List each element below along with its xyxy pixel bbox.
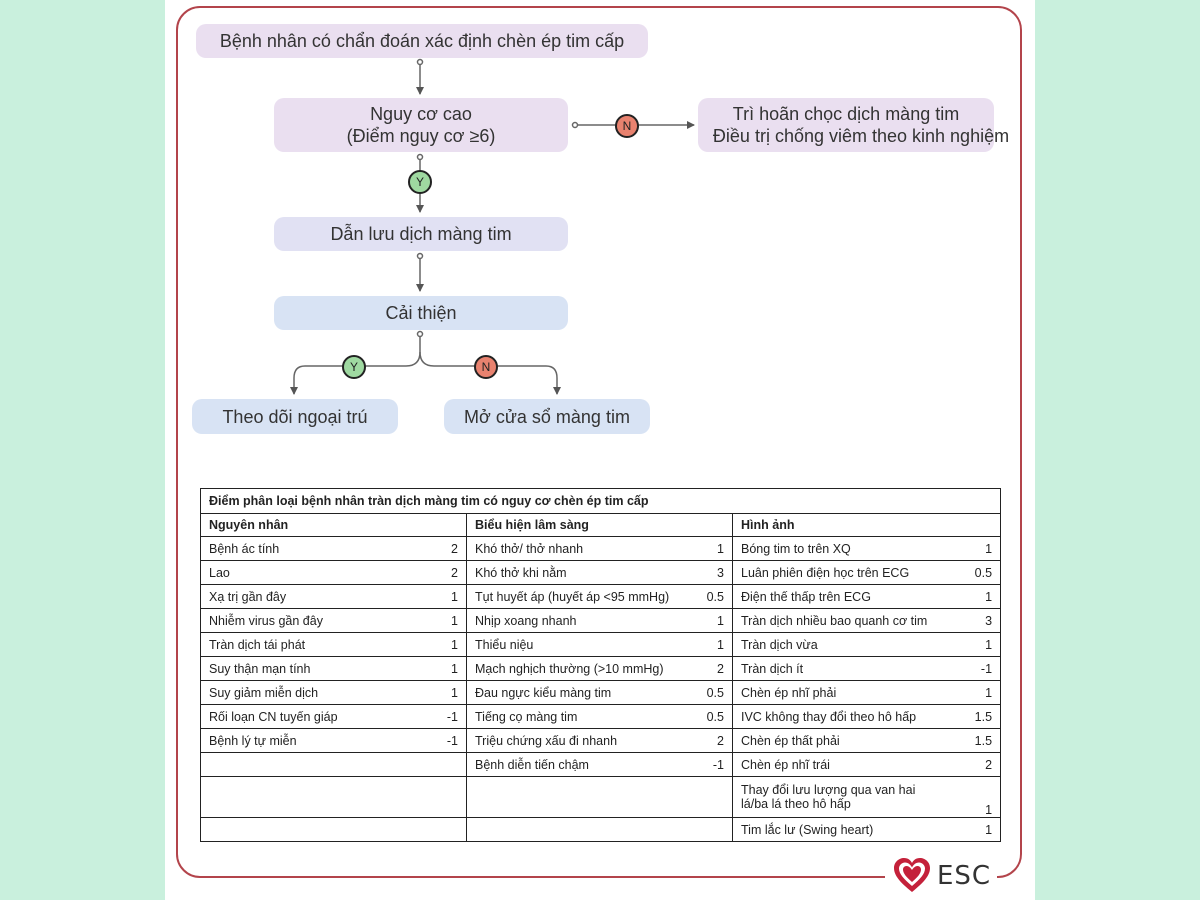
cause-score: 1: [425, 585, 467, 609]
clinical-label: Triệu chứng xấu đi nhanh: [467, 729, 691, 753]
imaging-score: 2: [951, 753, 1001, 777]
no-badge-window: N: [474, 355, 498, 379]
cause-label: Tràn dịch tái phát: [201, 633, 425, 657]
yes-badge-drain: Y: [408, 170, 432, 194]
cause-score: 1: [425, 681, 467, 705]
clinical-label: Tụt huyết áp (huyết áp <95 mmHg): [467, 585, 691, 609]
imaging-score: 1.5: [951, 705, 1001, 729]
high-risk-line2: (Điểm nguy cơ ≥6): [346, 126, 496, 146]
outpatient-node: Theo dõi ngoại trú: [192, 399, 398, 434]
imaging-label: Thay đổi lưu lượng qua van hai lá/ba lá theo hô hấp: [733, 777, 951, 818]
cause-label: [201, 818, 425, 842]
table-row: [201, 681, 1001, 705]
imaging-label: Tràn dịch nhiều bao quanh cơ tim: [733, 609, 951, 633]
imaging-label: Tràn dịch ít: [733, 657, 951, 681]
imaging-score: -1: [951, 657, 1001, 681]
imaging-label: Chèn ép nhĩ trái: [733, 753, 951, 777]
clinical-label: Tiếng cọ màng tim: [467, 705, 691, 729]
imaging-label: Chèn ép nhĩ phải: [733, 681, 951, 705]
cause-score: [425, 753, 467, 777]
cause-score: 2: [425, 561, 467, 585]
pericardial-window-node: Mở cửa sổ màng tim: [444, 399, 650, 434]
imaging-label: Chèn ép thất phải: [733, 729, 951, 753]
table-body: [201, 537, 1001, 842]
table-title: Điểm phân loại bệnh nhân tràn dịch màng tim có nguy cơ chèn ép tim cấp: [201, 489, 1001, 514]
drain-node: Dẫn lưu dịch màng tim: [274, 217, 568, 251]
clinical-score: 2: [691, 657, 733, 681]
clinical-score: 1: [691, 537, 733, 561]
cause-label: Xạ trị gần đây: [201, 585, 425, 609]
cause-label: Rối loạn CN tuyến giáp: [201, 705, 425, 729]
imaging-label: Tràn dịch vừa: [733, 633, 951, 657]
table-row: [201, 561, 1001, 585]
header-cause: Nguyên nhân: [201, 514, 467, 537]
imaging-score: 1.5: [951, 729, 1001, 753]
cause-score: -1: [425, 729, 467, 753]
imaging-score: 1: [951, 777, 1001, 818]
clinical-score: 3: [691, 561, 733, 585]
table-title-row: [201, 489, 1001, 514]
clinical-score: 0.5: [691, 705, 733, 729]
esc-logo-text: ESC: [937, 861, 992, 891]
table-row: [201, 777, 1001, 818]
table-row: [201, 729, 1001, 753]
cause-label: Bệnh lý tự miễn: [201, 729, 425, 753]
clinical-label: Khó thở khi nằm: [467, 561, 691, 585]
cause-score: 1: [425, 657, 467, 681]
imaging-label: IVC không thay đổi theo hô hấp: [733, 705, 951, 729]
clinical-label: [467, 777, 691, 818]
clinical-label: Đau ngực kiểu màng tim: [467, 681, 691, 705]
table-row: [201, 609, 1001, 633]
table-row: [201, 818, 1001, 842]
clinical-label: Thiểu niệu: [467, 633, 691, 657]
clinical-label: [467, 818, 691, 842]
defer-line1: Trì hoãn chọc dịch màng tim: [732, 104, 960, 124]
cause-label: Suy giảm miễn dịch: [201, 681, 425, 705]
clinical-label: Bệnh diễn tiến chậm: [467, 753, 691, 777]
cause-label: Bệnh ác tính: [201, 537, 425, 561]
clinical-score: 1: [691, 609, 733, 633]
clinical-score: [691, 818, 733, 842]
clinical-score: 0.5: [691, 585, 733, 609]
clinical-score: 1: [691, 633, 733, 657]
imaging-score: 0.5: [951, 561, 1001, 585]
imaging-label: Luân phiên điện học trên ECG: [733, 561, 951, 585]
clinical-score: -1: [691, 753, 733, 777]
high-risk-line1: Nguy cơ cao: [370, 104, 472, 124]
cause-score: 2: [425, 537, 467, 561]
table-row: [201, 585, 1001, 609]
clinical-label: Mạch nghịch thường (>10 mmHg): [467, 657, 691, 681]
imaging-label: Tim lắc lư (Swing heart): [733, 818, 951, 842]
triage-score-table: [200, 488, 1001, 842]
table-row: [201, 633, 1001, 657]
imaging-score: 1: [951, 681, 1001, 705]
improve-node: Cải thiện: [274, 296, 568, 330]
start-node: Bệnh nhân có chẩn đoán xác định chèn ép tim cấp: [196, 24, 648, 58]
clinical-score: [691, 777, 733, 818]
heart-icon: [893, 858, 931, 894]
cause-score: 1: [425, 633, 467, 657]
yes-badge-outpatient: Y: [342, 355, 366, 379]
clinical-score: 0.5: [691, 681, 733, 705]
cause-score: [425, 818, 467, 842]
cause-label: [201, 777, 425, 818]
cause-label: Nhiễm virus gần đây: [201, 609, 425, 633]
imaging-score: 1: [951, 633, 1001, 657]
imaging-score: 1: [951, 537, 1001, 561]
defer-line2: Điều trị chống viêm theo kinh nghiệm: [712, 126, 1010, 146]
cause-score: 1: [425, 609, 467, 633]
no-badge-defer: N: [615, 114, 639, 138]
imaging-score: 1: [951, 585, 1001, 609]
cause-label: [201, 753, 425, 777]
table-header-row: [201, 514, 1001, 537]
high-risk-node: [274, 98, 568, 152]
table-row: [201, 705, 1001, 729]
header-imaging: Hình ảnh: [733, 514, 1001, 537]
imaging-label: Bóng tim to trên XQ: [733, 537, 951, 561]
table-row: [201, 537, 1001, 561]
clinical-label: Khó thở/ thở nhanh: [467, 537, 691, 561]
imaging-label: Điện thế thấp trên ECG: [733, 585, 951, 609]
cause-score: [425, 777, 467, 818]
cause-label: Suy thận mạn tính: [201, 657, 425, 681]
esc-logo: [893, 858, 991, 894]
imaging-score: 3: [951, 609, 1001, 633]
clinical-label: Nhịp xoang nhanh: [467, 609, 691, 633]
clinical-score: 2: [691, 729, 733, 753]
defer-node: [698, 98, 1010, 152]
table-row: [201, 657, 1001, 681]
header-clinical: Biểu hiện lâm sàng: [467, 514, 733, 537]
cause-score: -1: [425, 705, 467, 729]
cause-label: Lao: [201, 561, 425, 585]
table-row: [201, 753, 1001, 777]
imaging-score: 1: [951, 818, 1001, 842]
